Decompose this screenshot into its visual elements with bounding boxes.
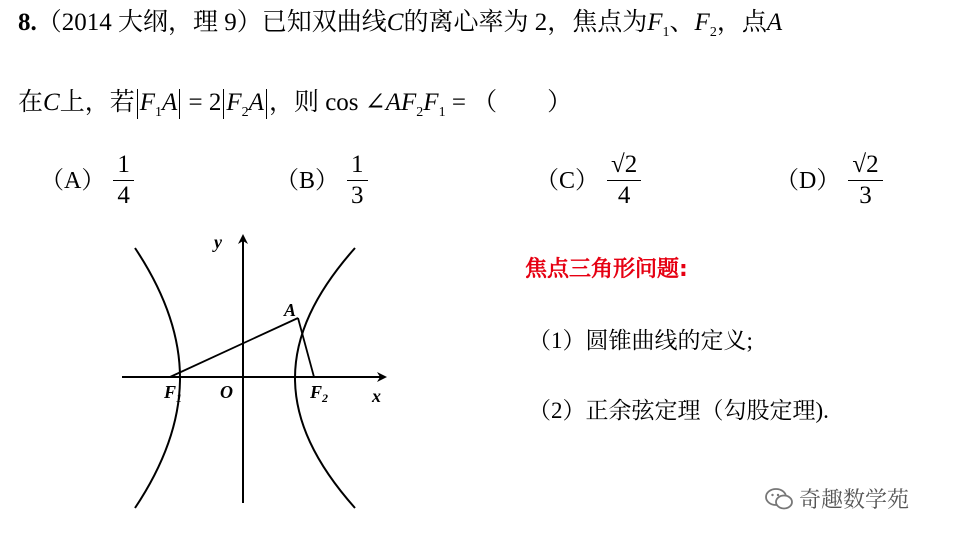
line2-text-a: 在 — [18, 89, 44, 116]
equation-coefficient: = 2 — [188, 89, 222, 116]
f2-label: $F_2$ — [310, 382, 329, 405]
separator: 、 — [669, 9, 695, 36]
line2-text-b: 上，若 — [59, 89, 135, 116]
abs-bar — [137, 89, 138, 119]
line2-text-d: = （ ） — [451, 89, 573, 116]
option-a[interactable] — [40, 150, 134, 211]
segment-f1-a — [170, 318, 298, 377]
problem-source: （2014 大纲，理 9） — [36, 9, 262, 36]
origin-label: O — [220, 382, 233, 402]
hyperbola-figure — [110, 228, 410, 523]
option-fraction: $\frac{√2}{3}$ — [848, 150, 882, 211]
notes-item-1: （1）圆锥曲线的定义; — [528, 328, 753, 353]
line2-text-c: ，则 cos ∠ — [268, 89, 386, 116]
abs-bar — [223, 89, 224, 119]
option-label: （C） — [535, 167, 600, 194]
segment-a-f2 — [298, 318, 314, 377]
segment-f1a: $F_1A$ — [139, 89, 178, 120]
option-b[interactable] — [275, 150, 368, 211]
curve-symbol: C — [386, 9, 404, 36]
x-axis-label: x — [372, 386, 381, 406]
option-label: （A） — [40, 167, 106, 194]
point-a: A — [766, 9, 783, 36]
point-a-label: A — [284, 300, 297, 320]
notes-title: 焦点三角形问题: — [525, 257, 688, 282]
option-d[interactable] — [775, 150, 883, 211]
option-fraction: $\frac{1}{3}$ — [347, 150, 368, 211]
line1-text-c: ，点 — [716, 9, 767, 36]
option-fraction: $\frac{√2}{4}$ — [607, 150, 641, 211]
segment-f2a: $F_2A$ — [226, 89, 264, 120]
problem-number: 8 — [18, 9, 31, 36]
line1-text-a: 已知双曲线 — [261, 9, 387, 36]
problem-line-1 — [18, 6, 782, 44]
curve-symbol-2: C — [43, 89, 60, 116]
option-c[interactable] — [535, 150, 641, 211]
focus-f2: $F_2$ — [694, 9, 717, 40]
wechat-icon — [765, 487, 793, 511]
abs-bar — [266, 89, 267, 119]
watermark-text: 奇趣数学苑 — [799, 488, 910, 513]
abs-bar — [179, 89, 180, 119]
option-label: （D） — [775, 167, 841, 194]
angle-expression: $AF_2F_1$ — [385, 89, 446, 120]
number-dot: . — [30, 9, 37, 36]
option-label: （B） — [275, 167, 340, 194]
watermark — [765, 483, 909, 514]
notes-item-2: （2）正余弦定理（勾股定理). — [528, 398, 829, 423]
problem-line-2 — [18, 86, 572, 124]
f1-label: $F_1$ — [164, 382, 183, 405]
option-fraction: $\frac{1}{4}$ — [113, 150, 134, 211]
focus-f1: $F_1$ — [647, 9, 670, 40]
line1-text-b: 的离心率为 2，焦点为 — [403, 9, 648, 36]
y-axis-label: y — [214, 232, 222, 252]
